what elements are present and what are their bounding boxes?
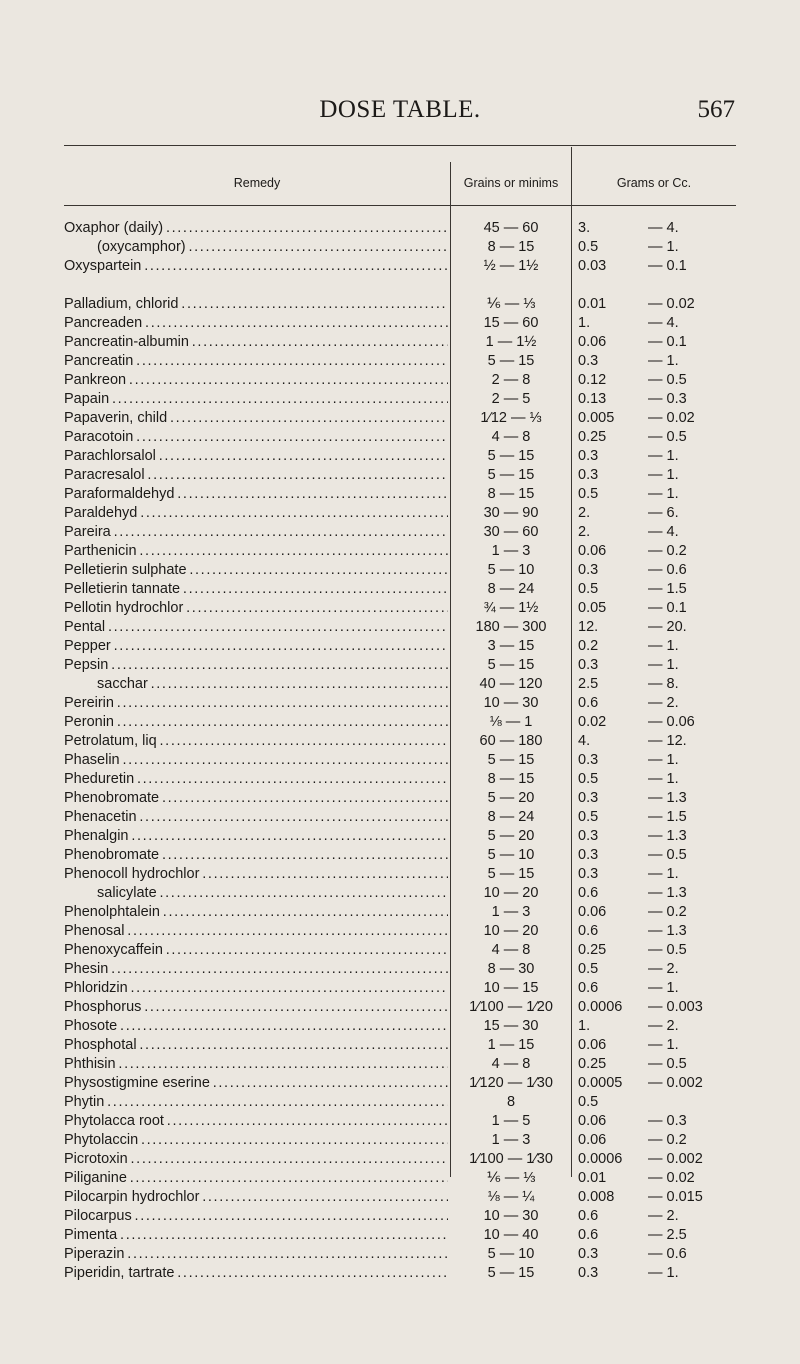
grams-dose-min: 0.06 — [578, 334, 607, 350]
grams-dose-max: — 0.2 — [648, 543, 687, 559]
table-row — [64, 409, 736, 428]
grains-dose: 2 — 5 — [491, 391, 531, 407]
grams-dose-max: — 1. — [648, 752, 679, 768]
grains-dose: 1 — 15 — [487, 1037, 535, 1053]
grams-dose-min: 0.008 — [578, 1189, 615, 1205]
grams-dose-min: 0.2 — [578, 638, 599, 654]
grams-dose-min: 0.03 — [578, 258, 607, 274]
grains-dose: 4 — 8 — [491, 1056, 531, 1072]
remedy-name: Pepper . . . — [64, 637, 448, 656]
grams-dose-max: — 0.2 — [648, 904, 687, 920]
remedy-name: Piliganine . . . — [64, 1169, 448, 1188]
grains-dose: 15 — 60 — [483, 315, 539, 331]
table-row — [64, 542, 736, 561]
grains-dose: 15 — 30 — [483, 1018, 539, 1034]
grains-dose: 8 — 15 — [487, 239, 535, 255]
grams-dose-min: 0.25 — [578, 942, 607, 958]
grams-dose-min: 0.5 — [578, 486, 599, 502]
remedy-name: Papain . . . — [64, 390, 448, 409]
grams-dose-min: 0.3 — [578, 657, 599, 673]
grains-dose: 40 — 120 — [479, 676, 543, 692]
table-row — [64, 599, 736, 618]
table-row — [64, 1112, 736, 1131]
grams-dose-max: — 0.3 — [648, 391, 687, 407]
grams-dose-max: — 0.6 — [648, 1246, 687, 1262]
table-row — [64, 808, 736, 827]
grams-dose-max: — 0.5 — [648, 372, 687, 388]
grams-dose-max: — 2. — [648, 695, 679, 711]
grams-dose-min: 0.6 — [578, 1208, 599, 1224]
grams-dose-max: — 8. — [648, 676, 679, 692]
grams-dose-min: 1. — [578, 1018, 591, 1034]
grams-dose-min: 0.3 — [578, 828, 599, 844]
grams-dose-max: — 0.3 — [648, 1113, 687, 1129]
grains-dose: 8 — 15 — [487, 771, 535, 787]
grams-dose-max: — 0.1 — [648, 600, 687, 616]
grams-dose-max: — 0.02 — [648, 410, 695, 426]
table-row — [64, 257, 736, 276]
remedy-name: Pancreaden . . . — [64, 314, 448, 333]
remedy-name: Phthisin . . . — [64, 1055, 448, 1074]
table-row — [64, 656, 736, 675]
grains-dose: 10 — 15 — [483, 980, 539, 996]
grains-dose: 5 — 10 — [487, 1246, 535, 1262]
grams-dose-max: — 1. — [648, 353, 679, 369]
table-row — [64, 789, 736, 808]
grams-dose-max: — 0.5 — [648, 429, 687, 445]
grams-dose-max: — 0.5 — [648, 1056, 687, 1072]
grams-dose-max: — 0.002 — [648, 1151, 703, 1167]
remedy-name: Piperidin, tartrate . . . — [64, 1264, 448, 1283]
table-row — [64, 523, 736, 542]
grams-dose-min: 0.13 — [578, 391, 607, 407]
remedy-name: Pereirin . . . — [64, 694, 448, 713]
grams-dose-min: 0.25 — [578, 429, 607, 445]
grams-dose-min: 0.0006 — [578, 999, 623, 1015]
dose-table-body — [64, 219, 736, 1283]
grams-dose-max: — 1. — [648, 486, 679, 502]
grams-dose-max: — 12. — [648, 733, 687, 749]
table-row — [64, 865, 736, 884]
page-number: 567 — [697, 96, 735, 123]
grains-dose: 1 — 5 — [491, 1113, 531, 1129]
grams-dose-min: 0.5 — [578, 581, 599, 597]
remedy-name: Paracresalol . . . — [64, 466, 448, 485]
table-row — [64, 713, 736, 732]
grains-dose: ¾ — 1½ — [483, 600, 539, 616]
table-row — [64, 485, 736, 504]
table-row — [64, 884, 736, 903]
grams-dose-min: 0.6 — [578, 885, 599, 901]
grams-dose-max: — 1. — [648, 239, 679, 255]
grams-dose-min: 12. — [578, 619, 599, 635]
table-row — [64, 580, 736, 599]
grains-dose: 1 — 3 — [491, 543, 531, 559]
grains-dose: 8 — [506, 1094, 516, 1110]
grams-dose-max: — 0.06 — [648, 714, 695, 730]
grains-dose: 5 — 15 — [487, 353, 535, 369]
table-row — [64, 827, 736, 846]
grams-dose-max: — 0.2 — [648, 1132, 687, 1148]
page-title: DOSE TABLE. — [319, 96, 481, 123]
table-row — [64, 1093, 736, 1112]
grams-dose-max: — 1. — [648, 866, 679, 882]
grains-dose: 1⁄100 — 1⁄30 — [469, 1151, 553, 1167]
remedy-name: Pimenta . . . — [64, 1226, 448, 1245]
table-header-rule — [64, 205, 736, 206]
grains-dose: 5 — 20 — [487, 828, 535, 844]
grams-dose-min: 0.3 — [578, 467, 599, 483]
table-row — [64, 390, 736, 409]
grains-dose: 1 — 3 — [491, 904, 531, 920]
grams-dose-max: — 1. — [648, 467, 679, 483]
grams-dose-max: — 0.003 — [648, 999, 703, 1015]
column-header-remedy: Remedy — [233, 176, 281, 190]
grams-dose-min: 0.3 — [578, 847, 599, 863]
grams-dose-max: — 1. — [648, 1037, 679, 1053]
grains-dose: 3 — 15 — [487, 638, 535, 654]
table-row — [64, 314, 736, 333]
grams-dose-min: 0.12 — [578, 372, 607, 388]
grains-dose: 4 — 8 — [491, 429, 531, 445]
remedy-name: Phenocoll hydrochlor . . . — [64, 865, 448, 884]
grains-dose: 5 — 15 — [487, 448, 535, 464]
table-row — [64, 1017, 736, 1036]
grams-dose-min: 0.05 — [578, 600, 607, 616]
grains-dose: 60 — 180 — [479, 733, 543, 749]
grains-dose: 10 — 30 — [483, 1208, 539, 1224]
grams-dose-min: 1. — [578, 315, 591, 331]
remedy-name: Phenacetin . . . — [64, 808, 448, 827]
remedy-name: Phytolacca root . . . — [64, 1112, 448, 1131]
remedy-name: (oxycamphor) . . . — [64, 238, 448, 257]
grams-dose-min: 0.5 — [578, 961, 599, 977]
column-header-grains: Grains or minims — [463, 176, 559, 190]
grams-dose-min: 4. — [578, 733, 591, 749]
table-row — [64, 846, 736, 865]
grams-dose-min: 2. — [578, 505, 591, 521]
grams-dose-max: — 1. — [648, 1265, 679, 1281]
grams-dose-min: 0.5 — [578, 771, 599, 787]
table-row — [64, 1074, 736, 1093]
grains-dose: 5 — 15 — [487, 1265, 535, 1281]
remedy-name: Phenosal . . . — [64, 922, 448, 941]
table-row — [64, 1055, 736, 1074]
grains-dose: ⅛ — 1 — [489, 714, 533, 730]
grams-dose-max: — 0.6 — [648, 562, 687, 578]
grams-dose-min: 0.3 — [578, 353, 599, 369]
remedy-name: Phosphotal . . . — [64, 1036, 448, 1055]
remedy-name: Pepsin . . . — [64, 656, 448, 675]
remedy-name: Phosphorus . . . — [64, 998, 448, 1017]
grams-dose-min: 0.6 — [578, 980, 599, 996]
grams-dose-max: — 2. — [648, 1018, 679, 1034]
table-row — [64, 333, 736, 352]
remedy-name: Paracotoin . . . — [64, 428, 448, 447]
grams-dose-max: — 6. — [648, 505, 679, 521]
grams-dose-max: — 1. — [648, 638, 679, 654]
grams-dose-min: 0.5 — [578, 809, 599, 825]
grains-dose: 5 — 10 — [487, 562, 535, 578]
remedy-name: Phytin . . . — [64, 1093, 448, 1112]
grains-dose: ⅙ — ⅓ — [486, 296, 536, 312]
grams-dose-max: — 0.5 — [648, 847, 687, 863]
grams-dose-max: — 0.015 — [648, 1189, 703, 1205]
grams-dose-max: — 20. — [648, 619, 687, 635]
table-row — [64, 960, 736, 979]
remedy-name: Pancreatin . . . — [64, 352, 448, 371]
remedy-name: Pilocarpus . . . — [64, 1207, 448, 1226]
grams-dose-min: 0.01 — [578, 296, 607, 312]
table-row — [64, 1226, 736, 1245]
remedy-name: Peronin . . . — [64, 713, 448, 732]
grains-dose: 10 — 30 — [483, 695, 539, 711]
grams-dose-max: — 0.5 — [648, 942, 687, 958]
grains-dose: 5 — 20 — [487, 790, 535, 806]
table-row — [64, 770, 736, 789]
grains-dose: 10 — 20 — [483, 923, 539, 939]
grams-dose-max: — 2.5 — [648, 1227, 687, 1243]
grains-dose: 10 — 40 — [483, 1227, 539, 1243]
table-row — [64, 1150, 736, 1169]
grams-dose-min: 0.06 — [578, 1132, 607, 1148]
remedy-name: Picrotoxin . . . — [64, 1150, 448, 1169]
remedy-name: Paraformaldehyd . . . — [64, 485, 448, 504]
grams-dose-max: — 1.3 — [648, 790, 687, 806]
grains-dose: 45 — 60 — [483, 220, 539, 236]
grams-dose-min: 0.06 — [578, 543, 607, 559]
grams-dose-max: — 0.002 — [648, 1075, 703, 1091]
table-row — [64, 238, 736, 257]
grains-dose: ⅙ — ⅓ — [486, 1170, 536, 1186]
grams-dose-min: 2.5 — [578, 676, 599, 692]
remedy-name: Parthenicin . . . — [64, 542, 448, 561]
remedy-name: Piperazin . . . — [64, 1245, 448, 1264]
table-row — [64, 751, 736, 770]
grams-dose-max: — 1.3 — [648, 923, 687, 939]
table-row — [64, 504, 736, 523]
grains-dose: 4 — 8 — [491, 942, 531, 958]
table-top-rule — [64, 145, 736, 146]
table-row — [64, 466, 736, 485]
table-row — [64, 998, 736, 1017]
page-header — [0, 96, 800, 136]
remedy-name: Petrolatum, liq . . . — [64, 732, 448, 751]
remedy-name: Oxaphor (daily) . . . — [64, 219, 448, 238]
remedy-name: Physostigmine eserine . . . — [64, 1074, 448, 1093]
grams-dose-min: 0.5 — [578, 239, 599, 255]
grains-dose: 5 — 15 — [487, 866, 535, 882]
grams-dose-min: 0.6 — [578, 1227, 599, 1243]
table-row — [64, 732, 736, 751]
remedy-name: Phosote . . . — [64, 1017, 448, 1036]
remedy-name: Pelletierin tannate . . . — [64, 580, 448, 599]
remedy-name: Palladium, chlorid . . . — [64, 295, 448, 314]
table-row — [64, 903, 736, 922]
grains-dose: 5 — 15 — [487, 657, 535, 673]
grains-dose: 1⁄100 — 1⁄20 — [469, 999, 553, 1015]
grains-dose: 5 — 15 — [487, 752, 535, 768]
grains-dose: 1 — 3 — [491, 1132, 531, 1148]
grams-dose-max: — 1.5 — [648, 809, 687, 825]
grams-dose-max: — 2. — [648, 961, 679, 977]
grains-dose: 5 — 10 — [487, 847, 535, 863]
table-row — [64, 1169, 736, 1188]
remedy-name: Pellotin hydrochlor . . . — [64, 599, 448, 618]
grams-dose-max: — 1. — [648, 657, 679, 673]
table-row — [64, 618, 736, 637]
grains-dose: 180 — 300 — [475, 619, 547, 635]
remedy-name: salicylate . . . — [64, 884, 448, 903]
grams-dose-max: — 1.3 — [648, 885, 687, 901]
table-row — [64, 1131, 736, 1150]
grams-dose-max: — 4. — [648, 315, 679, 331]
remedy-name: Phaselin . . . — [64, 751, 448, 770]
grams-dose-max: — 1. — [648, 448, 679, 464]
table-row — [64, 219, 736, 238]
remedy-name: Phenobromate . . . — [64, 789, 448, 808]
table-row — [64, 447, 736, 466]
grams-dose-max: — 2. — [648, 1208, 679, 1224]
remedy-name: Pareira . . . — [64, 523, 448, 542]
table-row — [64, 1036, 736, 1055]
grams-dose-min: 0.0005 — [578, 1075, 623, 1091]
remedy-name: Oxyspartein . . . — [64, 257, 448, 276]
table-row — [64, 1188, 736, 1207]
grains-dose: 30 — 90 — [483, 505, 539, 521]
grams-dose-max: — 1.5 — [648, 581, 687, 597]
table-row — [64, 561, 736, 580]
remedy-name: Pilocarpin hydrochlor . . . — [64, 1188, 448, 1207]
table-row — [64, 922, 736, 941]
grains-dose: 8 — 30 — [487, 961, 535, 977]
grains-dose: 5 — 15 — [487, 467, 535, 483]
grams-dose-min: 0.3 — [578, 1246, 599, 1262]
remedy-name: sacchar . . . — [64, 675, 448, 694]
remedy-name: Phenobromate . . . — [64, 846, 448, 865]
grams-dose-min: 2. — [578, 524, 591, 540]
table-row — [64, 428, 736, 447]
remedy-name: Phloridzin . . . — [64, 979, 448, 998]
grams-dose-min: 3. — [578, 220, 591, 236]
remedy-name: Phesin . . . — [64, 960, 448, 979]
remedy-name: Phenoxycaffein . . . — [64, 941, 448, 960]
remedy-name: Pental . . . — [64, 618, 448, 637]
grams-dose-min: 0.06 — [578, 1037, 607, 1053]
grains-dose: ½ — 1½ — [483, 258, 539, 274]
remedy-name: Pancreatin-albumin . . . — [64, 333, 448, 352]
grams-dose-min: 0.0006 — [578, 1151, 623, 1167]
grams-dose-min: 0.3 — [578, 1265, 599, 1281]
table-row — [64, 1264, 736, 1283]
grams-dose-min: 0.06 — [578, 904, 607, 920]
group-spacer — [64, 276, 736, 295]
grains-dose: 8 — 24 — [487, 581, 535, 597]
table-row — [64, 694, 736, 713]
column-header-grams: Grams or Cc. — [616, 176, 692, 190]
grams-dose-max: — 0.1 — [648, 334, 687, 350]
grams-dose-min: 0.02 — [578, 714, 607, 730]
grains-dose: 1⁄12 — ⅓ — [480, 410, 542, 426]
table-row — [64, 352, 736, 371]
grams-dose-max: — 1. — [648, 980, 679, 996]
table-row — [64, 295, 736, 314]
grains-dose: 1 — 1½ — [485, 334, 537, 350]
table-row — [64, 637, 736, 656]
grains-dose: 8 — 15 — [487, 486, 535, 502]
table-row — [64, 1207, 736, 1226]
grams-dose-min: 0.3 — [578, 790, 599, 806]
table-row — [64, 1245, 736, 1264]
remedy-name: Phenalgin . . . — [64, 827, 448, 846]
grains-dose: 10 — 20 — [483, 885, 539, 901]
grams-dose-min: 0.01 — [578, 1170, 607, 1186]
table-row — [64, 371, 736, 390]
grams-dose-min: 0.3 — [578, 448, 599, 464]
remedy-name: Pelletierin sulphate . . . — [64, 561, 448, 580]
table-row — [64, 675, 736, 694]
remedy-name: Parachlorsalol . . . — [64, 447, 448, 466]
grams-dose-min: 0.6 — [578, 695, 599, 711]
remedy-name: Paraldehyd . . . — [64, 504, 448, 523]
remedy-name: Pankreon . . . — [64, 371, 448, 390]
grains-dose: 30 — 60 — [483, 524, 539, 540]
grams-dose-min: 0.3 — [578, 562, 599, 578]
remedy-name: Papaverin, child . . . — [64, 409, 448, 428]
grams-dose-max: — 0.02 — [648, 1170, 695, 1186]
grams-dose-max: — 0.02 — [648, 296, 695, 312]
remedy-name: Phenolphtalein . . . — [64, 903, 448, 922]
grams-dose-max: — 4. — [648, 220, 679, 236]
remedy-name: Phytolaccin . . . — [64, 1131, 448, 1150]
grains-dose: 1⁄120 — 1⁄30 — [469, 1075, 553, 1091]
grams-dose-min: 0.6 — [578, 923, 599, 939]
table-row — [64, 979, 736, 998]
grains-dose: 8 — 24 — [487, 809, 535, 825]
grams-dose-min: 0.5 — [578, 1094, 599, 1110]
grams-dose-max: — 1. — [648, 771, 679, 787]
grams-dose-min: 0.06 — [578, 1113, 607, 1129]
grams-dose-min: 0.25 — [578, 1056, 607, 1072]
grams-dose-min: 0.3 — [578, 752, 599, 768]
grams-dose-max: — 1.3 — [648, 828, 687, 844]
grains-dose: ⅛ — ¼ — [487, 1189, 535, 1205]
grains-dose: 2 — 8 — [491, 372, 531, 388]
table-row — [64, 941, 736, 960]
remedy-name: Pheduretin . . . — [64, 770, 448, 789]
grams-dose-max: — 0.1 — [648, 258, 687, 274]
grams-dose-min: 0.005 — [578, 410, 615, 426]
grams-dose-max: — 4. — [648, 524, 679, 540]
grams-dose-min: 0.3 — [578, 866, 599, 882]
